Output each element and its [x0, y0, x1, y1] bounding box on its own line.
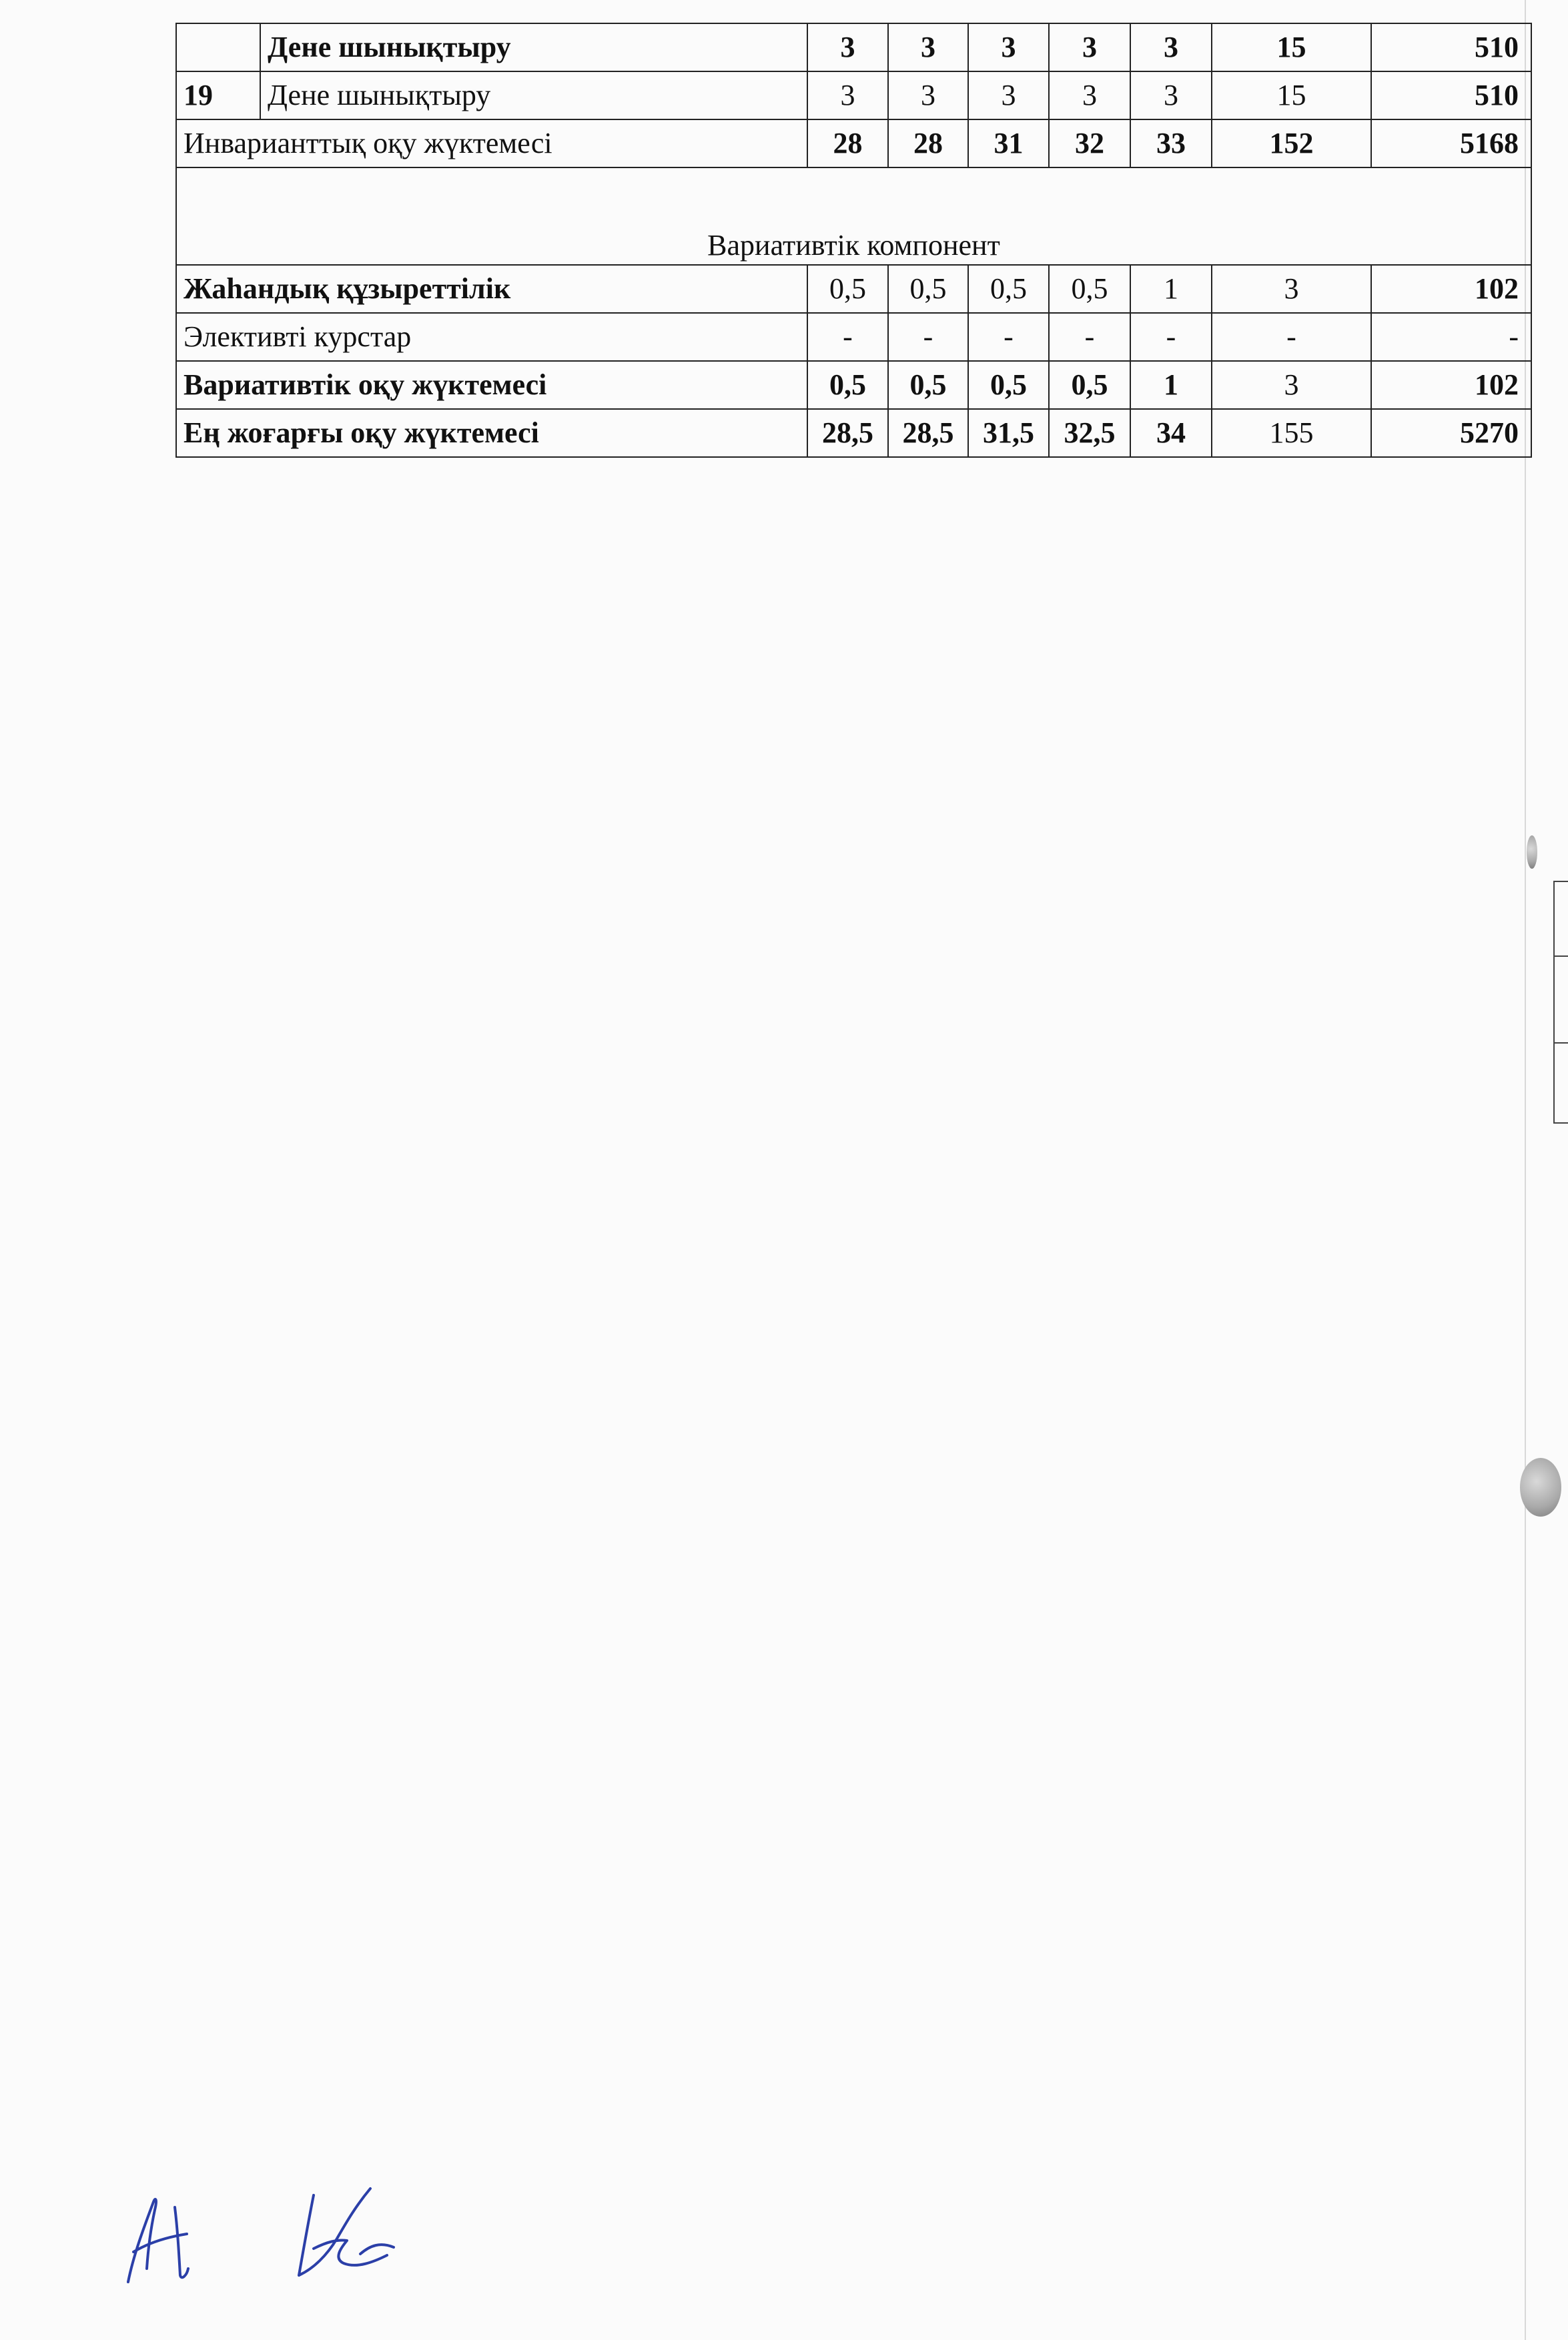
max-load-row — [176, 409, 1531, 457]
grade-hours-cell: 0,5 — [807, 361, 888, 409]
grade-hours-cell: 3 — [807, 23, 888, 71]
signature-1 — [128, 2199, 188, 2282]
annual-total-cell: 102 — [1371, 361, 1531, 409]
grade-hours-cell: - — [968, 313, 1049, 361]
grade-hours-cell: 33 — [1130, 119, 1212, 167]
grade-hours-cell: 3 — [968, 71, 1049, 119]
grade-hours-cell: 1 — [1130, 361, 1212, 409]
invariant-load-label: Инварианттық оқу жүктемесі — [176, 119, 807, 167]
grade-hours-cell: 28,5 — [807, 409, 888, 457]
max-load-label: Ең жоғарғы оқу жүктемесі — [176, 409, 807, 457]
adjacent-page-table-edge — [1553, 881, 1568, 1124]
variative-load-row — [176, 361, 1531, 409]
grade-hours-cell: 0,5 — [968, 265, 1049, 313]
grade-hours-cell: 0,5 — [1049, 361, 1130, 409]
weekly-total-cell: 15 — [1212, 71, 1371, 119]
variative-heading: Вариативтік компонент — [176, 167, 1531, 265]
grade-hours-cell: 3 — [888, 71, 968, 119]
grade-hours-cell: 34 — [1130, 409, 1212, 457]
annual-total-cell: - — [1371, 313, 1531, 361]
handwritten-signatures — [113, 2175, 420, 2295]
signatures — [113, 2175, 420, 2295]
grade-hours-cell: 31,5 — [968, 409, 1049, 457]
annual-total-cell: 510 — [1371, 71, 1531, 119]
variative-load-label: Вариативтік оқу жүктемесі — [176, 361, 807, 409]
annual-total-cell: 102 — [1371, 265, 1531, 313]
grade-hours-cell: 3 — [888, 23, 968, 71]
table-row — [176, 313, 1531, 361]
curriculum-table — [175, 23, 1532, 458]
grade-hours-cell: 28 — [807, 119, 888, 167]
grade-hours-cell: 28 — [888, 119, 968, 167]
subject-cell: Жаһандық құзыреттілік — [176, 265, 807, 313]
subject-cell: Дене шынықтыру — [260, 23, 807, 71]
grade-hours-cell: 28,5 — [888, 409, 968, 457]
row-number-cell — [176, 23, 260, 71]
grade-hours-cell: 0,5 — [807, 265, 888, 313]
table-row — [176, 71, 1531, 119]
subject-cell: Дене шынықтыру — [260, 71, 807, 119]
annual-total-cell: 510 — [1371, 23, 1531, 71]
invariant-load-row — [176, 119, 1531, 167]
grade-hours-cell: 0,5 — [888, 361, 968, 409]
grade-hours-cell: 3 — [1049, 71, 1130, 119]
punch-hole-top — [1527, 835, 1537, 869]
row-number-cell: 19 — [176, 71, 260, 119]
grade-hours-cell: 32,5 — [1049, 409, 1130, 457]
weekly-total-cell: - — [1212, 313, 1371, 361]
grade-hours-cell: 1 — [1130, 265, 1212, 313]
grade-hours-cell: 3 — [968, 23, 1049, 71]
grade-hours-cell: 0,5 — [968, 361, 1049, 409]
grade-hours-cell: - — [1049, 313, 1130, 361]
grade-hours-cell: - — [807, 313, 888, 361]
grade-hours-cell: 0,5 — [888, 265, 968, 313]
grade-hours-cell: - — [1130, 313, 1212, 361]
weekly-total-cell: 155 — [1212, 409, 1371, 457]
punch-hole-bottom — [1520, 1458, 1561, 1517]
grade-hours-cell: 3 — [807, 71, 888, 119]
annual-total-cell: 5270 — [1371, 409, 1531, 457]
grade-hours-cell: 32 — [1049, 119, 1130, 167]
grade-hours-cell: 3 — [1049, 23, 1130, 71]
grade-hours-cell: 0,5 — [1049, 265, 1130, 313]
grade-hours-cell: - — [888, 313, 968, 361]
grade-hours-cell: 3 — [1130, 71, 1212, 119]
weekly-total-cell: 3 — [1212, 361, 1371, 409]
grade-hours-cell: 31 — [968, 119, 1049, 167]
subject-cell: Элективті курстар — [176, 313, 807, 361]
grade-hours-cell: 3 — [1130, 23, 1212, 71]
variative-section-row — [176, 167, 1531, 265]
signature-2 — [299, 2189, 394, 2275]
table-row — [176, 265, 1531, 313]
weekly-total-cell: 3 — [1212, 265, 1371, 313]
weekly-total-cell: 152 — [1212, 119, 1371, 167]
weekly-total-cell: 15 — [1212, 23, 1371, 71]
annual-total-cell: 5168 — [1371, 119, 1531, 167]
table-row — [176, 23, 1531, 71]
